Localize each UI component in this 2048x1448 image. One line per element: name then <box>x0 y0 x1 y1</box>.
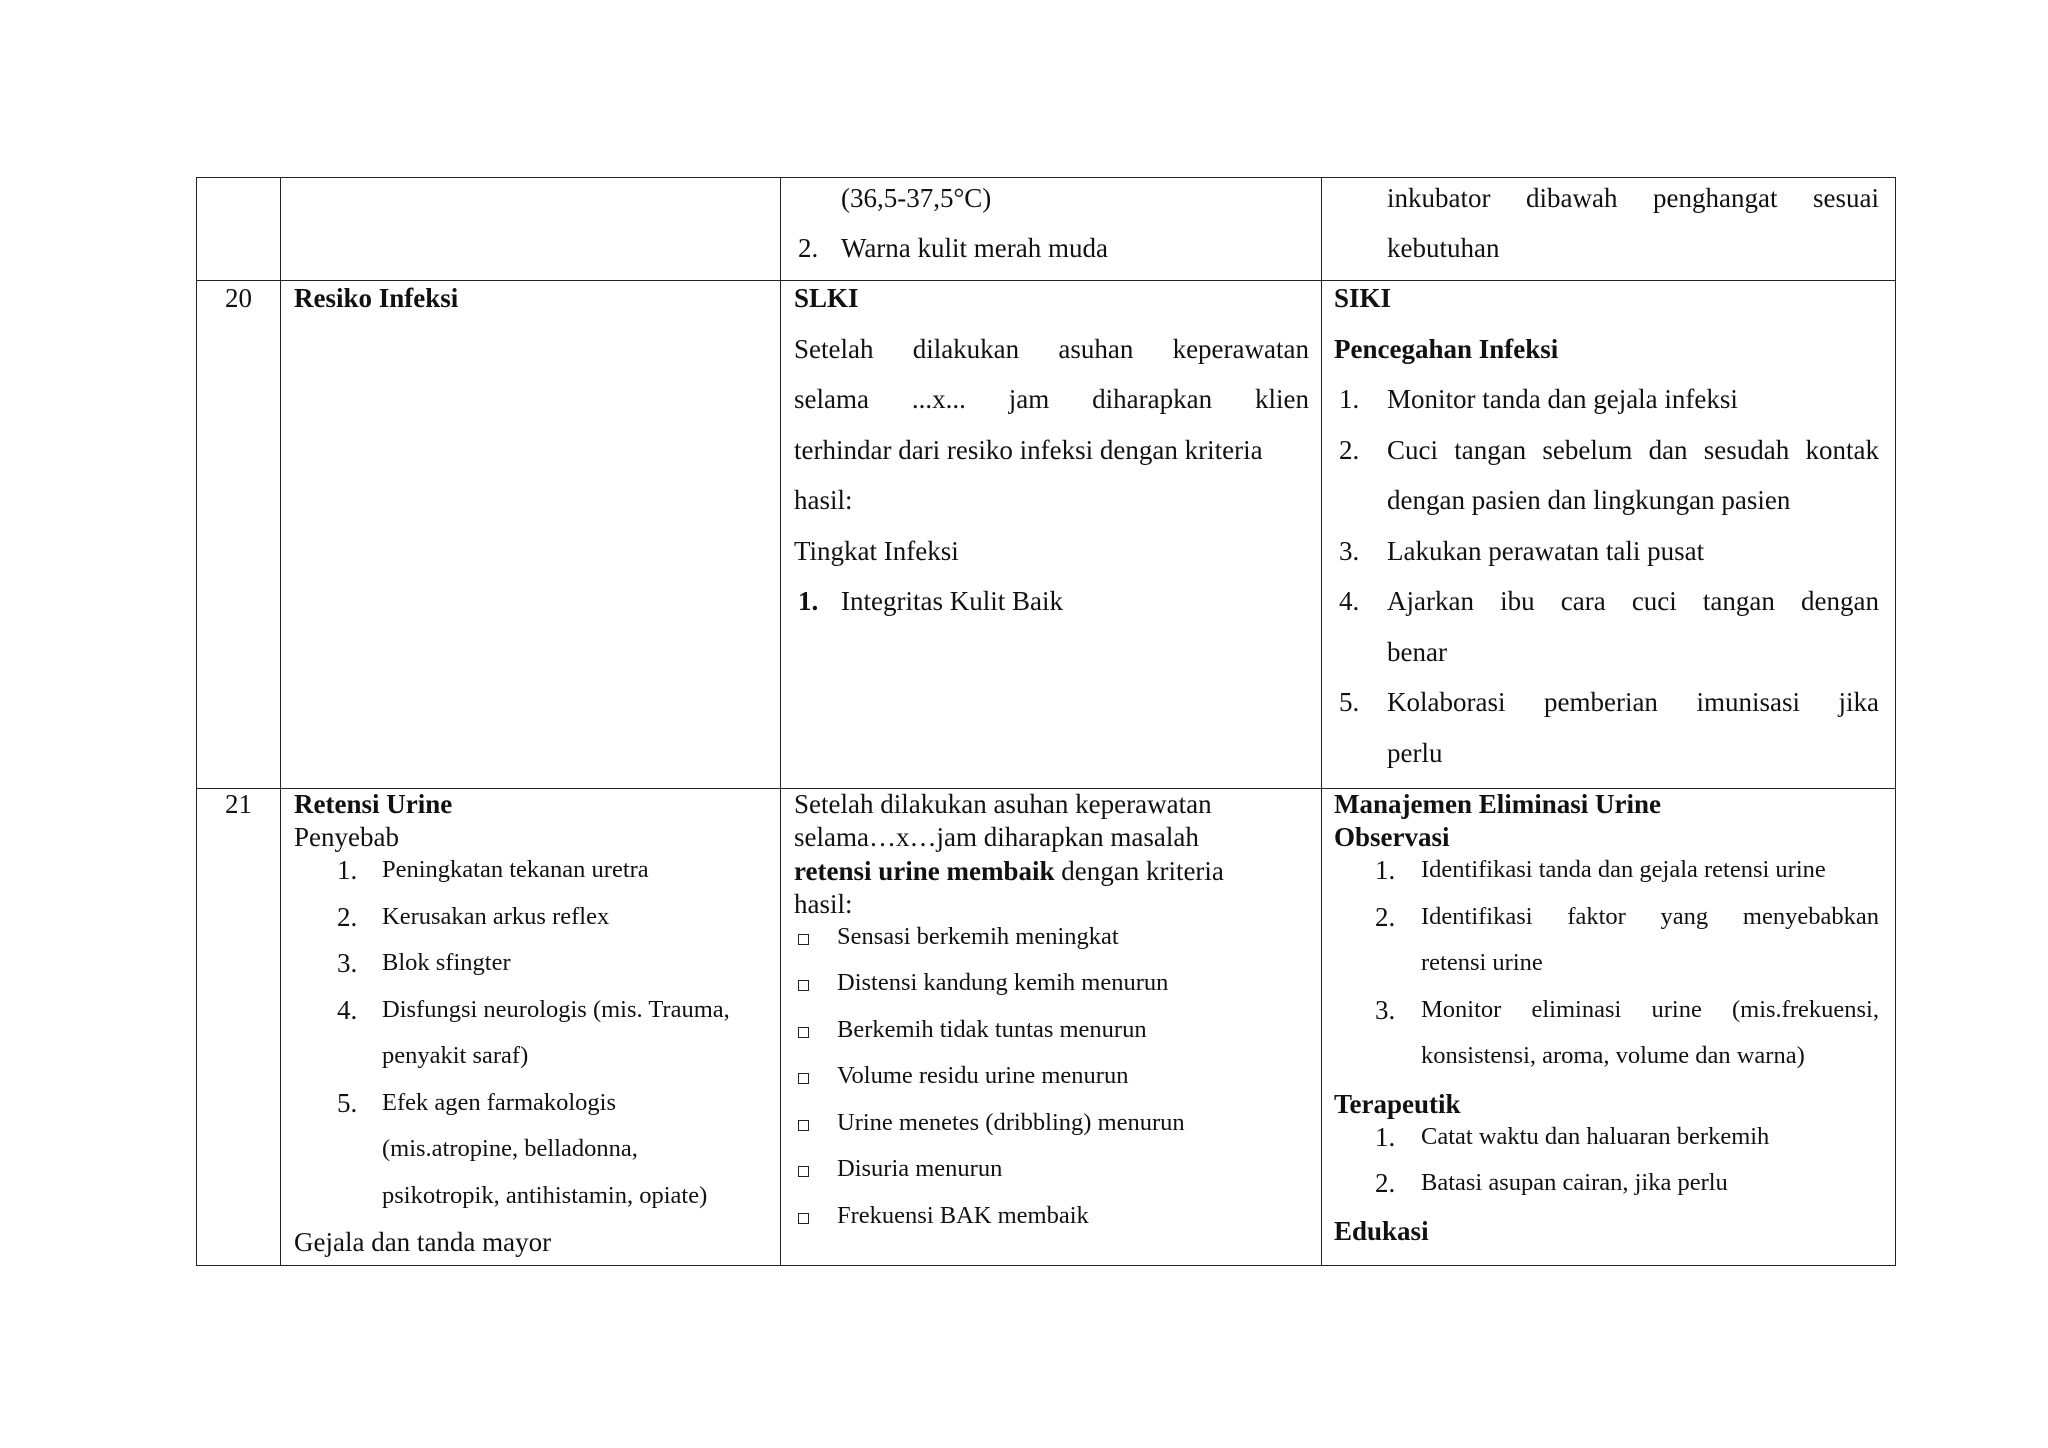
observasi-heading: Observasi <box>1334 822 1450 852</box>
outcome-text-line: selama ...x... jam diharapkan klien <box>794 384 1309 414</box>
cause-item: Peningkatan tekanan uretra <box>382 856 649 883</box>
checkbox-icon <box>798 934 809 945</box>
diagnosis-title: Retensi Urine <box>294 789 453 819</box>
outcome-heading: SLKI <box>794 283 859 313</box>
list-number: 3. <box>1339 536 1360 566</box>
cause-heading: Penyebab <box>294 822 399 852</box>
cause-item: Efek agen farmakologis <box>382 1089 617 1116</box>
intervention-line: inkubator dibawah penghangat sesuai <box>1387 183 1879 213</box>
criteria-item: Frekuensi BAK membaik <box>837 1202 1089 1229</box>
major-signs-heading: Gejala dan tanda mayor <box>294 1227 552 1257</box>
intervention-item: Cuci tangan sebelum dan sesudah kontak <box>1387 435 1879 465</box>
checkbox-icon <box>798 1073 809 1084</box>
intervention-line: kebutuhan <box>1387 233 1500 263</box>
row-number: 21 <box>225 789 252 819</box>
edukasi-heading: Edukasi <box>1334 1216 1429 1246</box>
list-number: 4. <box>1339 586 1360 616</box>
list-number: 2. <box>1339 435 1360 465</box>
list-number: 5. <box>337 1088 358 1118</box>
intervention-heading: SIKI <box>1334 283 1392 313</box>
outcome-line: Warna kulit merah muda <box>841 233 1108 263</box>
outcome-line: (36,5-37,5°C) <box>841 183 992 213</box>
checkbox-icon <box>798 980 809 991</box>
outcome-bold-phrase: retensi urine membaik <box>794 856 1055 886</box>
outcome-text-line: hasil: <box>794 485 853 515</box>
cause-item: Kerusakan arkus reflex <box>382 903 610 930</box>
cause-item-cont: (mis.atropine, belladonna, <box>382 1135 638 1162</box>
outcome-text-line: hasil: <box>794 889 853 919</box>
list-number: 1. <box>337 855 358 885</box>
list-number: 2. <box>798 233 819 263</box>
intervention-item: Ajarkan ibu cara cuci tangan dengan <box>1387 586 1879 616</box>
outcome-text-line: selama…x…jam diharapkan masalah <box>794 822 1199 852</box>
criteria-item: Berkemih tidak tuntas menurun <box>837 1016 1147 1043</box>
row-number: 20 <box>225 283 252 313</box>
list-number: 3. <box>1375 995 1396 1025</box>
terapeutik-item: Catat waktu dan haluaran berkemih <box>1421 1123 1770 1150</box>
intervention-item-cont: benar <box>1387 637 1447 667</box>
outcome-text-line: terhindar dari resiko infeksi dengan kriteria <box>794 435 1263 465</box>
outcome-text-line: Setelah dilakukan asuhan keperawatan <box>794 334 1309 364</box>
checkbox-icon <box>798 1027 809 1038</box>
terapeutik-item: Batasi asupan cairan, jika perlu <box>1421 1169 1728 1196</box>
criteria-item: Distensi kandung kemih menurun <box>837 969 1169 996</box>
cause-item-cont: psikotropik, antihistamin, opiate) <box>382 1182 708 1209</box>
column-divider-1 <box>280 178 281 1265</box>
list-number: 2. <box>1375 1168 1396 1198</box>
intervention-item: Monitor tanda dan gejala infeksi <box>1387 384 1738 414</box>
criteria-item: Disuria menurun <box>837 1155 1003 1182</box>
care-plan-table <box>196 177 1896 1266</box>
list-number: 5. <box>1339 687 1360 717</box>
criteria-item: Sensasi berkemih meningkat <box>837 923 1119 950</box>
criteria-item: Urine menetes (dribbling) menurun <box>837 1109 1185 1136</box>
criteria-item: Volume residu urine menurun <box>837 1062 1129 1089</box>
cause-item: Disfungsi neurologis (mis. Trauma, <box>382 996 730 1023</box>
diagnosis-title: Resiko Infeksi <box>294 283 459 313</box>
list-number: 1. <box>1375 855 1396 885</box>
outcome-text-line: Setelah dilakukan asuhan keperawatan <box>794 789 1212 819</box>
list-number: 2. <box>337 902 358 932</box>
outcome-subheading: Tingkat Infeksi <box>794 536 959 566</box>
outcome-bold-tail: dengan kriteria <box>1054 856 1224 886</box>
outcome-text-line <box>794 854 1224 888</box>
intervention-item: Kolaborasi pemberian imunisasi jika <box>1387 687 1879 717</box>
intervention-item-cont: dengan pasien dan lingkungan pasien <box>1387 485 1791 515</box>
intervention-subheading: Pencegahan Infeksi <box>1334 334 1559 364</box>
checkbox-icon <box>798 1166 809 1177</box>
cause-item: Blok sfingter <box>382 949 511 976</box>
outcome-item: Integritas Kulit Baik <box>841 586 1063 616</box>
observasi-item: Identifikasi tanda dan gejala retensi urine <box>1421 856 1826 883</box>
list-number: 4. <box>337 995 358 1025</box>
observasi-item: Identifikasi faktor yang menyebabkan <box>1421 903 1879 930</box>
intervention-item-cont: perlu <box>1387 738 1443 768</box>
list-number: 2. <box>1375 902 1396 932</box>
checkbox-icon <box>798 1120 809 1131</box>
list-number: 1. <box>1375 1122 1396 1152</box>
intervention-item: Lakukan perawatan tali pusat <box>1387 536 1705 566</box>
observasi-item-cont: retensi urine <box>1421 949 1543 976</box>
column-divider-3 <box>1321 178 1322 1265</box>
list-number: 1. <box>798 586 819 616</box>
column-divider-2 <box>780 178 781 1265</box>
list-number: 3. <box>337 948 358 978</box>
cause-item-cont: penyakit saraf) <box>382 1042 529 1069</box>
list-number: 1. <box>1339 384 1360 414</box>
intervention-heading: Manajemen Eliminasi Urine <box>1334 789 1661 819</box>
checkbox-icon <box>798 1213 809 1224</box>
observasi-item: Monitor eliminasi urine (mis.frekuensi, <box>1421 996 1879 1023</box>
terapeutik-heading: Terapeutik <box>1334 1089 1461 1119</box>
observasi-item-cont: konsistensi, aroma, volume dan warna) <box>1421 1042 1805 1069</box>
